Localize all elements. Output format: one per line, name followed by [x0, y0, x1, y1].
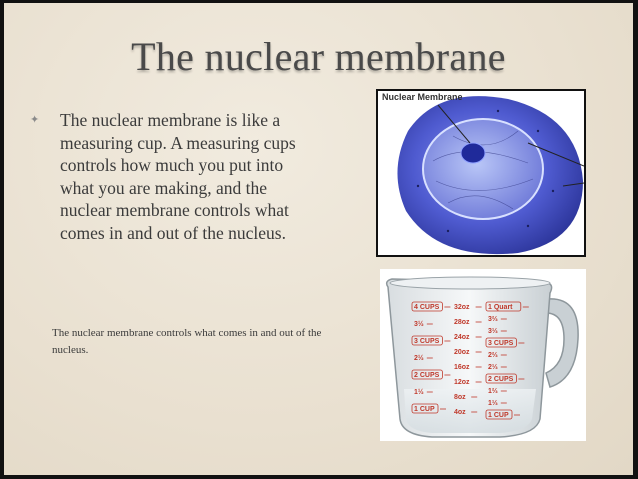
cup-left-scale-label: 3½	[414, 321, 424, 328]
cup-left-scale-label: 2½	[414, 355, 424, 362]
cup-oz-scale-label: 12oz	[454, 379, 470, 386]
cup-right-scale-label: 2⅓	[488, 364, 498, 371]
cup-left-scale-label: 1 CUP	[414, 406, 435, 413]
measuring-cup-illustration	[380, 269, 586, 441]
cup-right-scale-label: 2 CUPS	[488, 376, 514, 383]
cup-left-scale-label: 4 CUPS	[414, 304, 440, 311]
cell-label: Nuclear Membrane	[382, 92, 463, 102]
cup-right-scale-label: 1 CUP	[488, 412, 509, 419]
cup-left-scale-label: 2 CUPS	[414, 372, 440, 379]
cup-left-scale-label: 1½	[414, 389, 424, 396]
cup-right-scale-label: 1 Quart	[488, 304, 513, 311]
cup-handle	[546, 299, 578, 387]
cup-oz-scale-label: 8oz	[454, 394, 466, 401]
cup-right-scale-label: 3⅔	[488, 316, 498, 323]
cup-right-scale-label: 1⅔	[488, 388, 498, 395]
bullet-text: The nuclear membrane is like a measuring cup. A measuring cups controls how much you put into what you are making, and the nuclear membrane controls what comes in and out of the nucleus.	[60, 110, 296, 243]
cup-right-scale-label: 2⅔	[488, 352, 498, 359]
cell-image	[376, 89, 586, 257]
cell-illustration	[378, 91, 584, 255]
cup-right-scale-label: 1⅓	[488, 400, 498, 407]
cup-oz-scale-label: 32oz	[454, 304, 470, 311]
cup-oz-scale-label: 28oz	[454, 319, 470, 326]
cup-oz-scale-label: 24oz	[454, 334, 470, 341]
cup-oz-scale-label: 20oz	[454, 349, 470, 356]
nuclear-membrane	[423, 119, 543, 219]
slide-title: The nuclear membrane	[131, 34, 506, 79]
cup-left-scale-label: 3 CUPS	[414, 338, 440, 345]
cup-right-scale-label: 3 CUPS	[488, 340, 514, 347]
cup-oz-scale-label: 16oz	[454, 364, 470, 371]
slide	[4, 3, 633, 475]
nucleolus	[461, 143, 485, 163]
cup-right-scale-label: 3⅓	[488, 328, 498, 335]
cup-oz-scale-label: 4oz	[454, 409, 466, 416]
caption-note: The nuclear membrane controls what comes in and out of the nucleus.	[52, 327, 322, 356]
diamond-bullet-icon: ✦	[30, 114, 40, 126]
measuring-cup-image	[380, 269, 586, 441]
